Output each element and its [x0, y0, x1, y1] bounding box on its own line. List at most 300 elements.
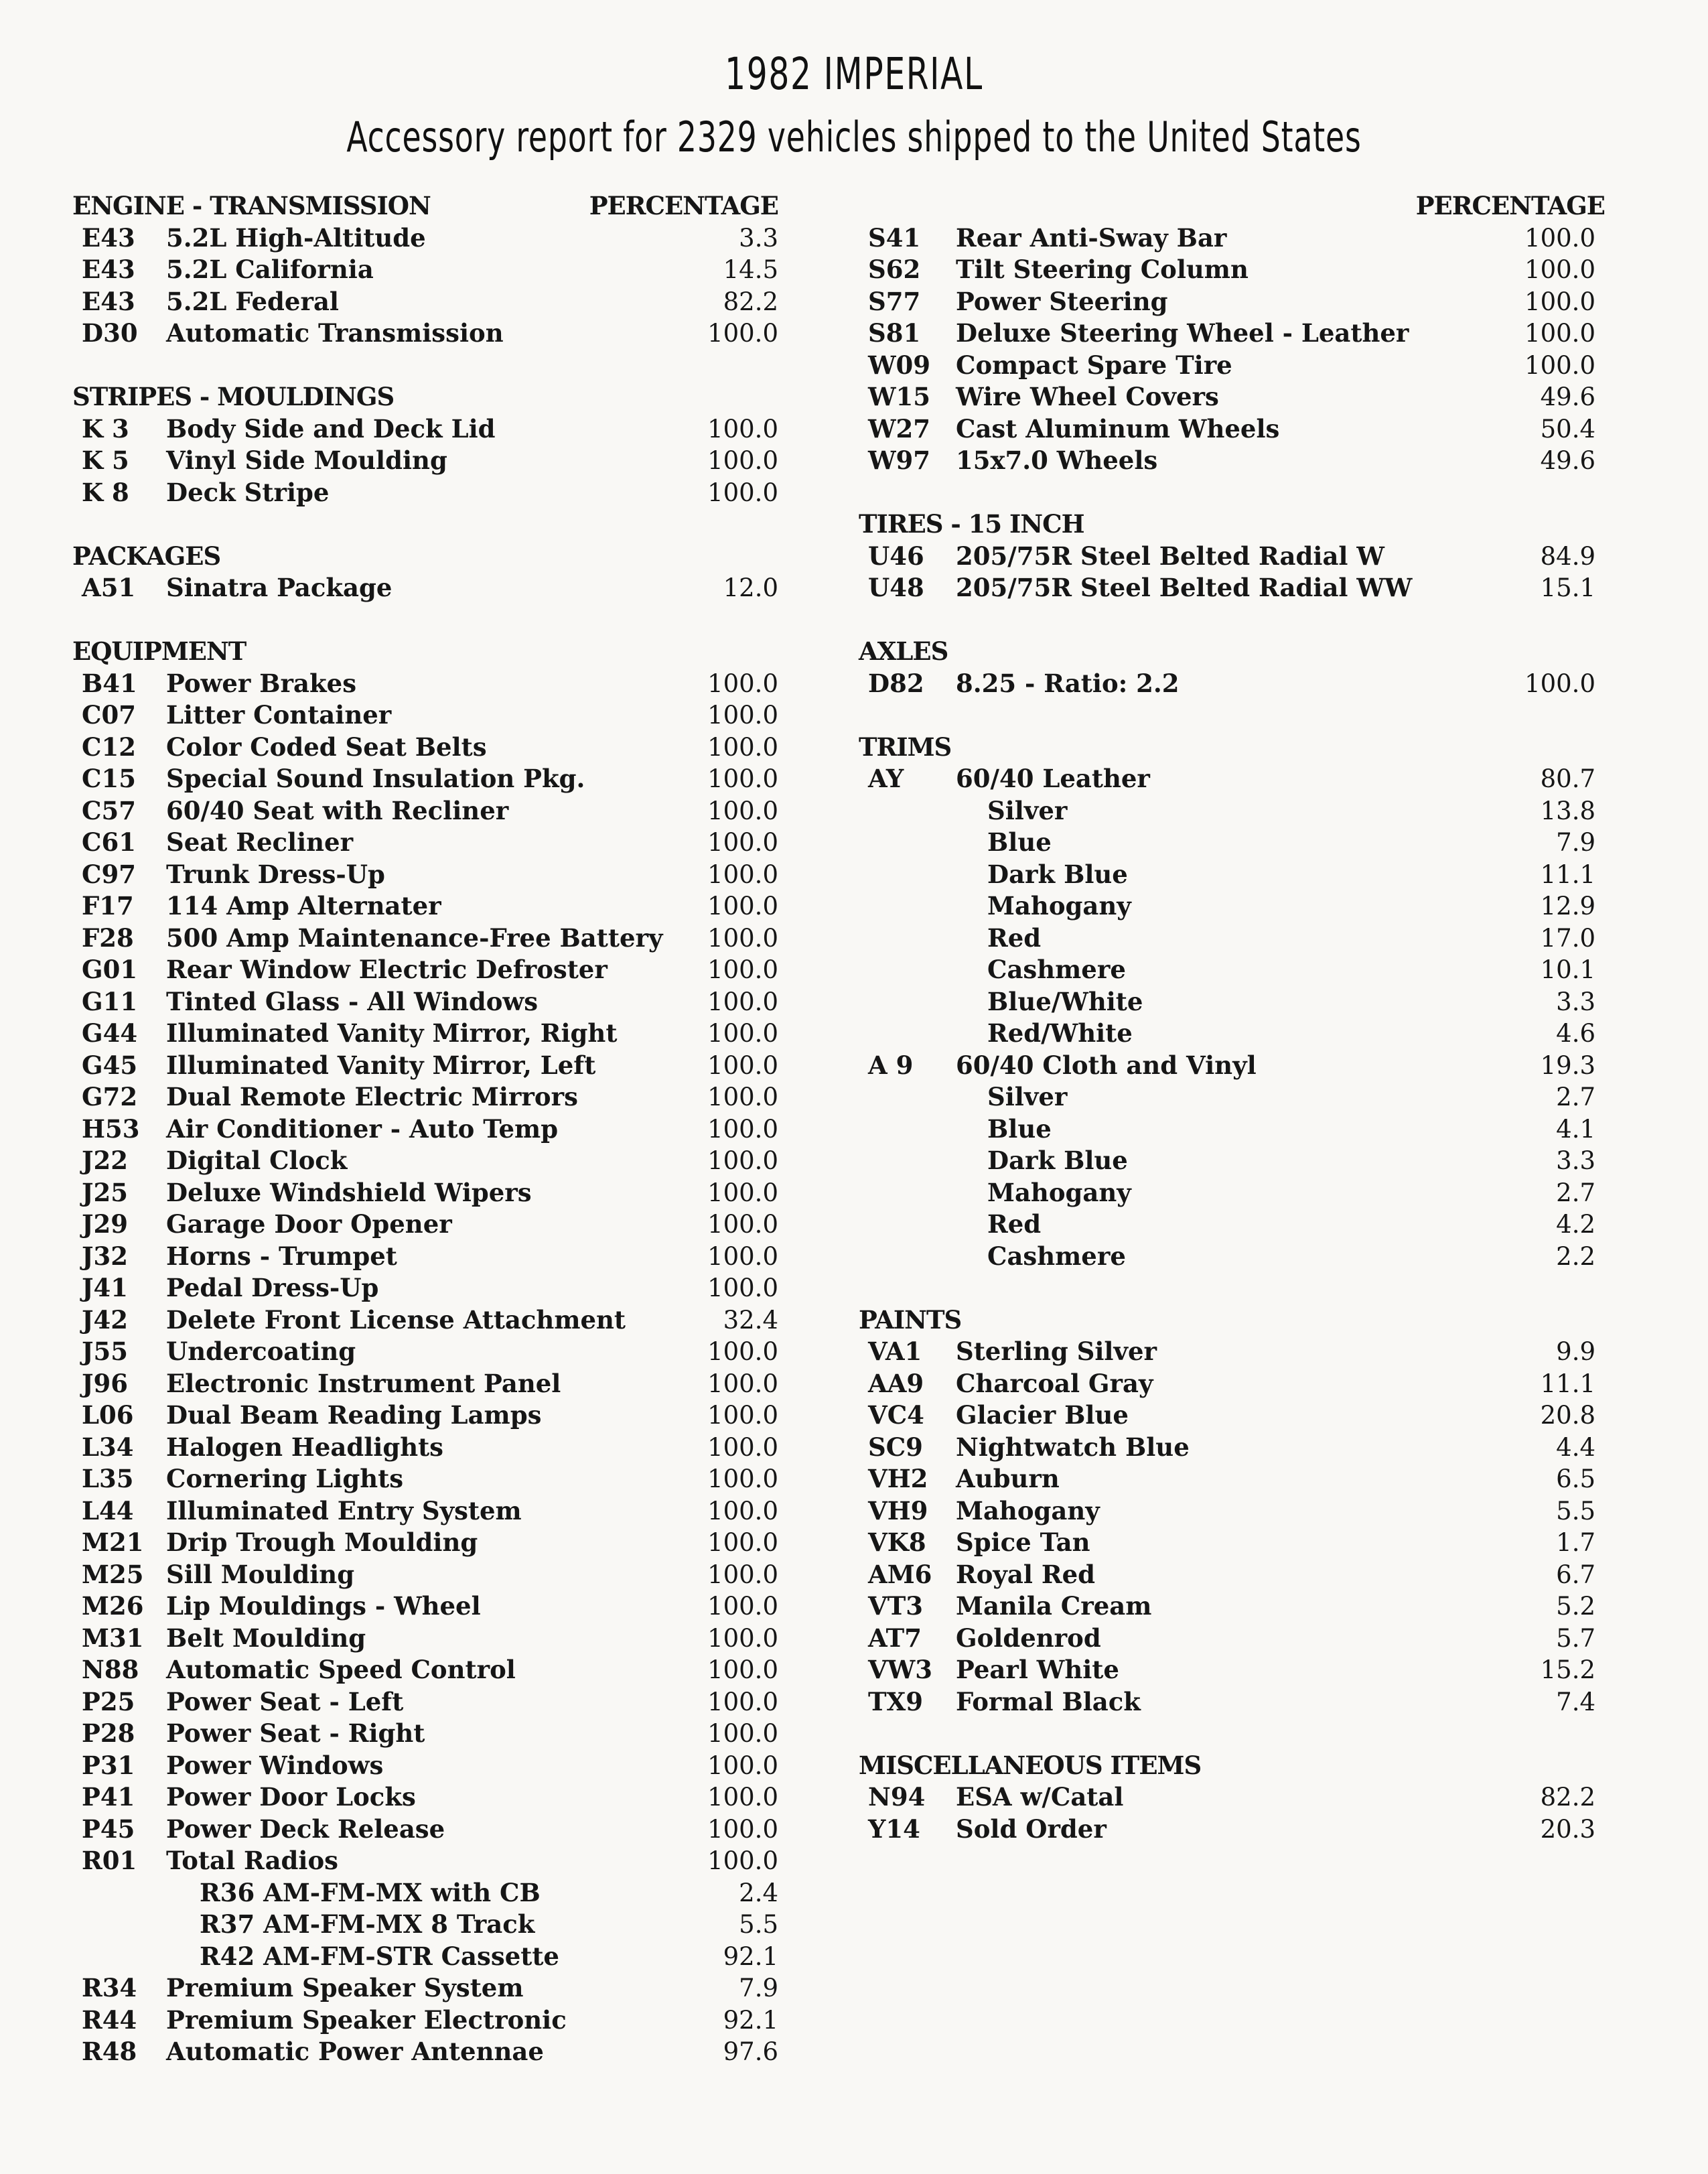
option-percentage: 100.0 — [707, 1146, 778, 1175]
option-description: Cashmere — [987, 1241, 1126, 1271]
option-code: C61 — [82, 827, 136, 857]
option-percentage: 7.9 — [739, 1974, 778, 2002]
option-percentage: 14.5 — [723, 255, 778, 284]
option-description: Tinted Glass - All Windows — [166, 986, 539, 1016]
option-description: Automatic Speed Control — [166, 1655, 516, 1684]
list-item — [72, 923, 778, 955]
option-percentage: 20.8 — [1540, 1401, 1595, 1430]
section-header — [859, 508, 1602, 541]
list-item — [72, 1177, 778, 1209]
option-percentage: 100.0 — [707, 1560, 778, 1589]
option-percentage: 100.0 — [707, 764, 778, 793]
option-description: Glacier Blue — [956, 1400, 1129, 1430]
option-code: S41 — [868, 222, 921, 253]
right-column — [859, 190, 1605, 1845]
option-percentage: 50.4 — [1540, 414, 1595, 444]
option-description: Royal Red — [956, 1559, 1095, 1589]
option-description: Rear Anti-Sway Bar — [956, 222, 1227, 253]
option-description: 500 Amp Maintenance-Free Battery — [166, 923, 663, 953]
option-description: Sinatra Package — [166, 573, 393, 602]
list-item — [859, 445, 1602, 477]
option-percentage: 5.5 — [739, 1910, 778, 1939]
option-code: D82 — [868, 668, 924, 698]
option-description: Spice Tan — [956, 1527, 1090, 1557]
list-item — [859, 1336, 1602, 1368]
option-code: Y14 — [868, 1814, 920, 1844]
option-description: Seat Recliner — [166, 827, 354, 857]
list-item — [72, 1654, 778, 1686]
option-code: G44 — [82, 1018, 138, 1048]
section-header — [72, 381, 769, 413]
list-item — [72, 890, 778, 923]
option-description: Blue — [987, 1113, 1052, 1144]
option-code: F17 — [82, 891, 134, 921]
list-item — [859, 668, 1602, 700]
option-percentage: 100.0 — [707, 1337, 778, 1366]
option-description: ESA w/Catal — [956, 1782, 1124, 1812]
option-description: Formal Black — [956, 1686, 1141, 1716]
section-heading: TRIMS — [859, 732, 952, 762]
option-percentage: 100.0 — [707, 1401, 778, 1430]
option-code: L35 — [82, 1464, 134, 1493]
option-code: C97 — [82, 859, 136, 889]
list-item — [859, 1527, 1602, 1559]
option-percentage: 20.3 — [1540, 1814, 1595, 1844]
option-description: Pedal Dress-Up — [166, 1273, 379, 1302]
option-description: 8.25 - Ratio: 2.2 — [956, 668, 1180, 698]
section-heading: STRIPES - MOULDINGS — [72, 382, 395, 411]
option-percentage: 2.7 — [1556, 1178, 1595, 1207]
list-item — [72, 254, 778, 286]
option-description: Manila Cream — [956, 1591, 1152, 1621]
option-percentage: 100.0 — [707, 1846, 778, 1875]
option-description: R36 AM-FM-MX with CB — [200, 1877, 541, 1907]
list-item — [72, 1750, 778, 1782]
list-item — [72, 763, 778, 795]
list-item — [72, 1814, 778, 1846]
list-item — [72, 572, 778, 604]
option-code: R48 — [82, 2037, 137, 2066]
option-percentage: 82.2 — [723, 287, 778, 316]
list-item — [72, 1081, 778, 1113]
option-description: Rear Window Electric Defroster — [166, 955, 608, 984]
option-percentage: 100.0 — [707, 923, 778, 953]
option-description: Undercoating — [166, 1337, 356, 1366]
option-percentage: 10.1 — [1540, 955, 1595, 984]
option-percentage: 100.0 — [707, 1178, 778, 1207]
list-item — [72, 1845, 778, 1877]
option-code: J22 — [82, 1146, 128, 1175]
option-percentage: 100.0 — [1524, 669, 1595, 698]
option-code: VT3 — [868, 1591, 923, 1621]
section — [72, 381, 778, 508]
option-percentage: 100.0 — [707, 669, 778, 698]
option-code: N94 — [868, 1782, 926, 1812]
option-description: Red/White — [987, 1018, 1133, 1048]
option-code: AA9 — [868, 1368, 924, 1398]
option-code: W15 — [868, 382, 931, 411]
option-percentage: 100.0 — [707, 1432, 778, 1462]
list-item — [859, 1686, 1602, 1718]
option-description: Power Deck Release — [166, 1814, 445, 1844]
option-description: Pearl White — [956, 1655, 1119, 1684]
list-item — [72, 699, 778, 732]
percentage-header: PERCENTAGE — [1415, 191, 1605, 220]
option-percentage: 100.0 — [707, 319, 778, 348]
option-description: Power Seat - Right — [166, 1718, 425, 1748]
option-code: L34 — [82, 1432, 134, 1462]
option-percentage: 82.2 — [1540, 1783, 1595, 1812]
option-percentage: 9.9 — [1556, 1337, 1595, 1366]
list-item — [72, 1336, 778, 1368]
option-code: N88 — [82, 1655, 139, 1684]
option-description: 114 Amp Alternater — [166, 891, 441, 921]
option-percentage: 19.3 — [1540, 1050, 1595, 1080]
option-code: R34 — [82, 1973, 137, 2002]
option-description: 60/40 Leather — [956, 764, 1150, 793]
option-percentage: 80.7 — [1540, 764, 1595, 793]
option-code: J96 — [82, 1368, 128, 1398]
list-item — [859, 1368, 1602, 1400]
option-description: Power Windows — [166, 1750, 384, 1780]
list-item — [72, 1368, 778, 1400]
list-item — [72, 827, 778, 859]
option-percentage: 2.7 — [1556, 1083, 1595, 1111]
option-description: 60/40 Cloth and Vinyl — [956, 1050, 1257, 1080]
option-description: Auburn — [956, 1464, 1060, 1493]
list-item — [859, 1590, 1602, 1623]
list-item — [859, 1081, 1602, 1113]
option-percentage: 49.6 — [1540, 446, 1595, 475]
option-percentage: 13.8 — [1540, 796, 1595, 825]
left-column — [72, 190, 778, 2068]
option-description: Sill Moulding — [166, 1559, 355, 1589]
option-description: Garage Door Opener — [166, 1209, 452, 1239]
option-code: AM6 — [868, 1559, 932, 1589]
list-item — [72, 1781, 778, 1814]
section-heading: PAINTS — [859, 1304, 962, 1335]
option-code: W97 — [868, 446, 931, 475]
section — [72, 541, 778, 604]
option-code: P25 — [82, 1686, 135, 1716]
option-description: Compact Spare Tire — [956, 350, 1232, 380]
option-percentage: 3.3 — [739, 223, 778, 253]
list-item — [72, 1113, 778, 1146]
option-percentage: 5.5 — [1556, 1496, 1595, 1525]
option-description: Illuminated Entry System — [166, 1495, 522, 1525]
list-item — [72, 732, 778, 764]
list-item — [859, 890, 1602, 923]
section-header — [72, 541, 769, 573]
list-item — [72, 1623, 778, 1655]
option-code: P31 — [82, 1750, 135, 1780]
option-description: 5.2L Federal — [166, 286, 339, 316]
option-description: Special Sound Insulation Pkg. — [166, 764, 585, 793]
option-percentage: 92.1 — [723, 1942, 778, 1971]
option-description: Belt Moulding — [166, 1623, 366, 1653]
list-item — [859, 1018, 1602, 1050]
list-item — [72, 1432, 778, 1464]
list-item — [859, 1113, 1602, 1146]
section-header — [859, 190, 1605, 222]
option-code: AT7 — [868, 1623, 922, 1653]
list-item — [859, 1145, 1602, 1177]
option-code: K 8 — [82, 477, 129, 507]
option-description: Automatic Power Antennae — [166, 2037, 544, 2066]
option-code: M31 — [82, 1623, 144, 1653]
option-description: Charcoal Gray — [956, 1368, 1153, 1398]
option-code: B41 — [82, 668, 137, 698]
list-item — [859, 986, 1602, 1018]
option-code: M25 — [82, 1559, 144, 1589]
option-code: J41 — [82, 1273, 128, 1302]
section — [72, 636, 778, 2068]
option-description: Illuminated Vanity Mirror, Left — [166, 1050, 596, 1080]
option-description: Illuminated Vanity Mirror, Right — [166, 1018, 618, 1048]
option-description: Sold Order — [956, 1814, 1107, 1844]
option-percentage: 5.7 — [1556, 1623, 1595, 1653]
option-description: Red — [987, 923, 1042, 953]
option-description: R42 AM-FM-STR Cassette — [200, 1941, 559, 1971]
list-item — [859, 1495, 1602, 1527]
option-percentage: 100.0 — [707, 446, 778, 475]
option-description: Deluxe Windshield Wipers — [166, 1177, 532, 1207]
list-item — [859, 827, 1602, 859]
option-percentage: 49.6 — [1540, 383, 1595, 411]
option-description: R37 AM-FM-MX 8 Track — [200, 1909, 535, 1939]
list-item — [859, 1400, 1602, 1432]
list-item — [72, 1463, 778, 1495]
section-header — [859, 1304, 1602, 1337]
option-code: SC9 — [868, 1432, 923, 1462]
option-code: VA1 — [868, 1337, 922, 1366]
option-percentage: 32.4 — [723, 1305, 778, 1335]
option-percentage: 3.3 — [1556, 987, 1595, 1016]
section — [859, 636, 1602, 699]
list-item — [72, 1941, 778, 1973]
option-description: Silver — [987, 1082, 1068, 1111]
list-item — [72, 1590, 778, 1623]
option-description: Power Brakes — [166, 668, 357, 698]
option-percentage: 100.0 — [1524, 350, 1595, 380]
option-description: Horns - Trumpet — [166, 1241, 397, 1271]
list-item — [72, 1145, 778, 1177]
option-percentage: 100.0 — [707, 1655, 778, 1684]
option-percentage: 100.0 — [707, 1496, 778, 1525]
list-item — [72, 1686, 778, 1718]
option-description: Dual Remote Electric Mirrors — [166, 1082, 578, 1111]
list-item — [72, 318, 778, 350]
section-header — [859, 732, 1602, 764]
option-code: S62 — [868, 255, 921, 284]
option-percentage: 3.3 — [1556, 1146, 1595, 1175]
option-description: Cast Aluminum Wheels — [956, 413, 1280, 444]
option-percentage: 100.0 — [707, 1274, 778, 1302]
option-percentage: 100.0 — [707, 860, 778, 889]
list-item — [72, 286, 778, 318]
option-code: W27 — [868, 413, 931, 444]
list-item — [72, 1718, 778, 1750]
option-percentage: 100.0 — [707, 1083, 778, 1111]
option-description: Drip Trough Moulding — [166, 1527, 478, 1557]
option-code: VH2 — [868, 1464, 928, 1493]
option-percentage: 100.0 — [707, 892, 778, 921]
list-item — [859, 381, 1602, 413]
option-description: 205/75R Steel Belted Radial W — [956, 541, 1384, 571]
option-code: J32 — [82, 1241, 128, 1271]
option-description: Goldenrod — [956, 1623, 1101, 1653]
option-percentage: 100.0 — [707, 701, 778, 730]
option-percentage: 100.0 — [707, 1783, 778, 1812]
list-item — [72, 2036, 778, 2068]
section-heading: PACKAGES — [72, 541, 221, 571]
option-description: 5.2L High-Altitude — [166, 222, 426, 253]
list-item — [72, 1050, 778, 1082]
report-title: 1982 IMPERIAL — [725, 48, 983, 100]
option-description: Blue — [987, 827, 1052, 857]
list-item — [72, 1495, 778, 1527]
option-percentage: 2.4 — [739, 1878, 778, 1907]
option-percentage: 100.0 — [707, 1465, 778, 1493]
option-code: F28 — [82, 923, 134, 953]
option-percentage: 100.0 — [707, 1019, 778, 1048]
option-description: Dual Beam Reading Lamps — [166, 1400, 542, 1430]
list-item — [72, 954, 778, 986]
percentage-header: PERCENTAGE — [589, 191, 778, 220]
list-item — [859, 859, 1602, 891]
list-item — [859, 1559, 1602, 1591]
option-code: G72 — [82, 1082, 138, 1111]
list-item — [859, 254, 1602, 286]
option-code: R44 — [82, 2005, 137, 2035]
option-percentage: 12.0 — [723, 573, 778, 602]
option-description: Premium Speaker Electronic — [166, 2005, 567, 2035]
option-percentage: 6.7 — [1556, 1560, 1595, 1589]
option-code: G11 — [82, 986, 138, 1016]
option-description: Mahogany — [987, 1177, 1131, 1207]
option-code: E43 — [82, 255, 135, 284]
option-percentage: 4.6 — [1556, 1019, 1595, 1048]
option-description: Red — [987, 1209, 1042, 1239]
option-percentage: 4.4 — [1556, 1432, 1595, 1462]
option-description: Color Coded Seat Belts — [166, 732, 487, 762]
list-item — [859, 1177, 1602, 1209]
list-item — [859, 923, 1602, 955]
option-percentage: 100.0 — [707, 732, 778, 762]
list-item — [72, 1209, 778, 1241]
option-percentage: 100.0 — [707, 1592, 778, 1621]
list-item — [72, 1304, 778, 1337]
option-code: W09 — [868, 350, 931, 380]
option-code: A51 — [82, 573, 136, 602]
option-code: U48 — [868, 573, 924, 602]
list-item — [859, 763, 1602, 795]
option-description: Power Seat - Left — [166, 1686, 404, 1716]
section-header — [859, 636, 1602, 668]
option-percentage: 97.6 — [723, 2037, 778, 2066]
option-percentage: 100.0 — [707, 796, 778, 825]
option-description: Cornering Lights — [166, 1464, 404, 1493]
option-code: C07 — [82, 700, 136, 730]
list-item — [72, 859, 778, 891]
list-item — [859, 541, 1602, 573]
option-percentage: 15.2 — [1540, 1655, 1595, 1684]
list-item — [859, 286, 1602, 318]
option-description: Mahogany — [987, 891, 1131, 921]
section-header — [72, 190, 778, 222]
option-percentage: 15.1 — [1540, 573, 1595, 602]
section — [859, 190, 1605, 477]
option-description: Deck Stripe — [166, 477, 330, 507]
section-heading: ENGINE - TRANSMISSION — [72, 191, 431, 220]
option-code: TX9 — [868, 1686, 923, 1716]
option-percentage: 11.1 — [1540, 1369, 1595, 1398]
list-item — [72, 1972, 778, 2005]
option-percentage: 100.0 — [707, 1114, 778, 1144]
option-percentage: 100.0 — [707, 828, 778, 857]
option-code: U46 — [868, 541, 924, 571]
option-description: Premium Speaker System — [166, 1973, 524, 2002]
option-code: L06 — [82, 1400, 134, 1430]
option-code: M21 — [82, 1527, 144, 1557]
list-item — [72, 222, 778, 255]
option-description: Litter Container — [166, 700, 392, 730]
option-percentage: 100.0 — [707, 1623, 778, 1653]
option-code: E43 — [82, 286, 135, 316]
list-item — [859, 350, 1602, 382]
list-item — [859, 222, 1602, 255]
option-percentage: 5.2 — [1556, 1592, 1595, 1621]
option-percentage: 100.0 — [707, 1719, 778, 1748]
list-item — [72, 1559, 778, 1591]
report-subtitle: Accessory report for 2329 vehicles shipped to the United States — [346, 113, 1362, 161]
list-item — [859, 1781, 1602, 1814]
option-code: J29 — [82, 1209, 128, 1239]
list-item — [72, 1527, 778, 1559]
list-item — [859, 1814, 1602, 1846]
list-item — [72, 1018, 778, 1050]
option-percentage: 100.0 — [707, 1751, 778, 1780]
option-code: C12 — [82, 732, 136, 762]
option-description: Blue/White — [987, 986, 1143, 1016]
option-percentage: 17.0 — [1540, 923, 1595, 953]
option-code: G45 — [82, 1050, 138, 1080]
option-description: Sterling Silver — [956, 1337, 1157, 1366]
option-percentage: 100.0 — [707, 478, 778, 507]
option-code: P41 — [82, 1782, 135, 1812]
list-item — [859, 795, 1602, 827]
list-item — [72, 1241, 778, 1273]
option-description: 15x7.0 Wheels — [956, 446, 1158, 475]
option-percentage: 6.5 — [1556, 1465, 1595, 1493]
list-item — [72, 795, 778, 827]
option-percentage: 100.0 — [707, 1528, 778, 1557]
section-heading: MISCELLANEOUS ITEMS — [859, 1750, 1202, 1780]
list-item — [859, 1654, 1602, 1686]
option-percentage: 100.0 — [1524, 319, 1595, 348]
option-percentage: 100.0 — [1524, 287, 1595, 316]
list-item — [72, 1877, 778, 1909]
option-description: Power Steering — [956, 286, 1168, 316]
option-code: D30 — [82, 318, 138, 348]
option-code: R01 — [82, 1846, 137, 1875]
option-description: Automatic Transmission — [166, 318, 504, 348]
section-heading: TIRES - 15 INCH — [859, 509, 1084, 539]
option-description: Total Radios — [166, 1846, 338, 1875]
option-percentage: 84.9 — [1540, 541, 1595, 571]
option-description: Dark Blue — [987, 859, 1128, 889]
option-description: Silver — [987, 795, 1068, 825]
